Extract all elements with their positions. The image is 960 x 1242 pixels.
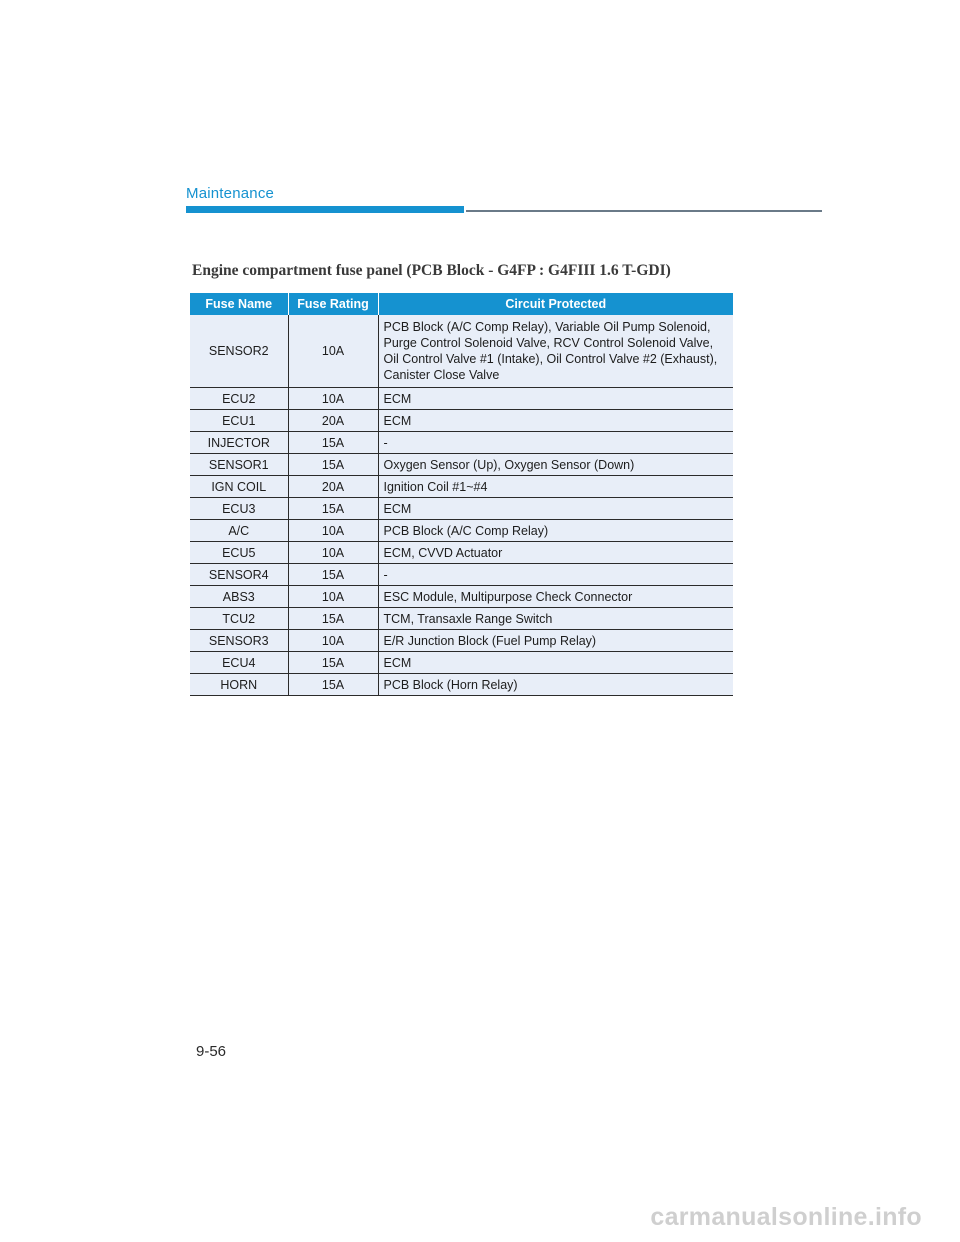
fuse-name-cell: SENSOR2 bbox=[190, 315, 288, 388]
table-row bbox=[190, 542, 733, 564]
header-rule-thin bbox=[466, 210, 822, 212]
circuit-protected-cell: E/R Junction Block (Fuel Pump Relay) bbox=[378, 630, 733, 652]
fuse-rating-cell: 15A bbox=[288, 652, 378, 674]
circuit-protected-cell: Oxygen Sensor (Up), Oxygen Sensor (Down) bbox=[378, 454, 733, 476]
table-row bbox=[190, 432, 733, 454]
table-header-row bbox=[190, 293, 733, 315]
page-number: 9-56 bbox=[196, 1043, 227, 1060]
column-header-fuse-rating: Fuse Rating bbox=[288, 293, 378, 315]
circuit-protected-cell: ECM bbox=[378, 388, 733, 410]
fuse-name-cell: INJECTOR bbox=[190, 432, 288, 454]
fuse-rating-cell: 10A bbox=[288, 630, 378, 652]
circuit-protected-cell: - bbox=[378, 564, 733, 586]
fuse-name-cell: HORN bbox=[190, 674, 288, 696]
fuse-rating-cell: 15A bbox=[288, 454, 378, 476]
table-row bbox=[190, 674, 733, 696]
fuse-name-cell: IGN COIL bbox=[190, 476, 288, 498]
table-row bbox=[190, 586, 733, 608]
table-row bbox=[190, 652, 733, 674]
circuit-protected-cell: TCM, Transaxle Range Switch bbox=[378, 608, 733, 630]
header-rule-accent bbox=[186, 206, 464, 213]
watermark-text: carmanualsonline.info bbox=[650, 1203, 922, 1231]
fuse-rating-cell: 15A bbox=[288, 498, 378, 520]
circuit-protected-cell: ECM, CVVD Actuator bbox=[378, 542, 733, 564]
fuse-name-cell: ECU2 bbox=[190, 388, 288, 410]
fuse-rating-cell: 15A bbox=[288, 608, 378, 630]
fuse-name-cell: A/C bbox=[190, 520, 288, 542]
circuit-protected-cell: ECM bbox=[378, 498, 733, 520]
fuse-name-cell: SENSOR1 bbox=[190, 454, 288, 476]
fuse-name-cell: TCU2 bbox=[190, 608, 288, 630]
section-title: Maintenance bbox=[186, 185, 275, 202]
circuit-protected-cell: PCB Block (A/C Comp Relay), Variable Oil Pump Solenoid, Purge Control Solenoid Valve, RCV Control Solenoid Valve, Oil Control Valve #1 (Intake), Oil Control Valve #2 (Exhaust), Canister Close Valve bbox=[378, 315, 733, 388]
circuit-protected-cell: - bbox=[378, 432, 733, 454]
fuse-rating-cell: 10A bbox=[288, 388, 378, 410]
circuit-protected-cell: ESC Module, Multipurpose Check Connector bbox=[378, 586, 733, 608]
fuse-rating-cell: 15A bbox=[288, 432, 378, 454]
fuse-name-cell: SENSOR4 bbox=[190, 564, 288, 586]
fuse-rating-cell: 10A bbox=[288, 315, 378, 388]
circuit-protected-cell: ECM bbox=[378, 652, 733, 674]
table-row bbox=[190, 454, 733, 476]
panel-heading: Engine compartment fuse panel (PCB Block - G4FP : G4FIII 1.6 T-GDI) bbox=[192, 262, 671, 279]
fuse-rating-cell: 15A bbox=[288, 674, 378, 696]
table-row bbox=[190, 410, 733, 432]
fuse-rating-cell: 20A bbox=[288, 476, 378, 498]
table-row bbox=[190, 388, 733, 410]
table-row bbox=[190, 498, 733, 520]
fuse-rating-cell: 15A bbox=[288, 564, 378, 586]
circuit-protected-cell: PCB Block (A/C Comp Relay) bbox=[378, 520, 733, 542]
fuse-rating-cell: 10A bbox=[288, 520, 378, 542]
fuse-name-cell: ABS3 bbox=[190, 586, 288, 608]
fuse-name-cell: ECU1 bbox=[190, 410, 288, 432]
table-row bbox=[190, 630, 733, 652]
table-row bbox=[190, 608, 733, 630]
circuit-protected-cell: Ignition Coil #1~#4 bbox=[378, 476, 733, 498]
fuse-rating-cell: 10A bbox=[288, 542, 378, 564]
circuit-protected-cell: ECM bbox=[378, 410, 733, 432]
table-row bbox=[190, 564, 733, 586]
circuit-protected-cell: PCB Block (Horn Relay) bbox=[378, 674, 733, 696]
column-header-circuit-protected: Circuit Protected bbox=[378, 293, 733, 315]
fuse-table bbox=[190, 293, 733, 696]
table-row bbox=[190, 520, 733, 542]
fuse-name-cell: ECU4 bbox=[190, 652, 288, 674]
table-row bbox=[190, 315, 733, 388]
fuse-rating-cell: 20A bbox=[288, 410, 378, 432]
fuse-rating-cell: 10A bbox=[288, 586, 378, 608]
fuse-name-cell: SENSOR3 bbox=[190, 630, 288, 652]
column-header-fuse-name: Fuse Name bbox=[190, 293, 288, 315]
table-row bbox=[190, 476, 733, 498]
fuse-name-cell: ECU5 bbox=[190, 542, 288, 564]
fuse-name-cell: ECU3 bbox=[190, 498, 288, 520]
